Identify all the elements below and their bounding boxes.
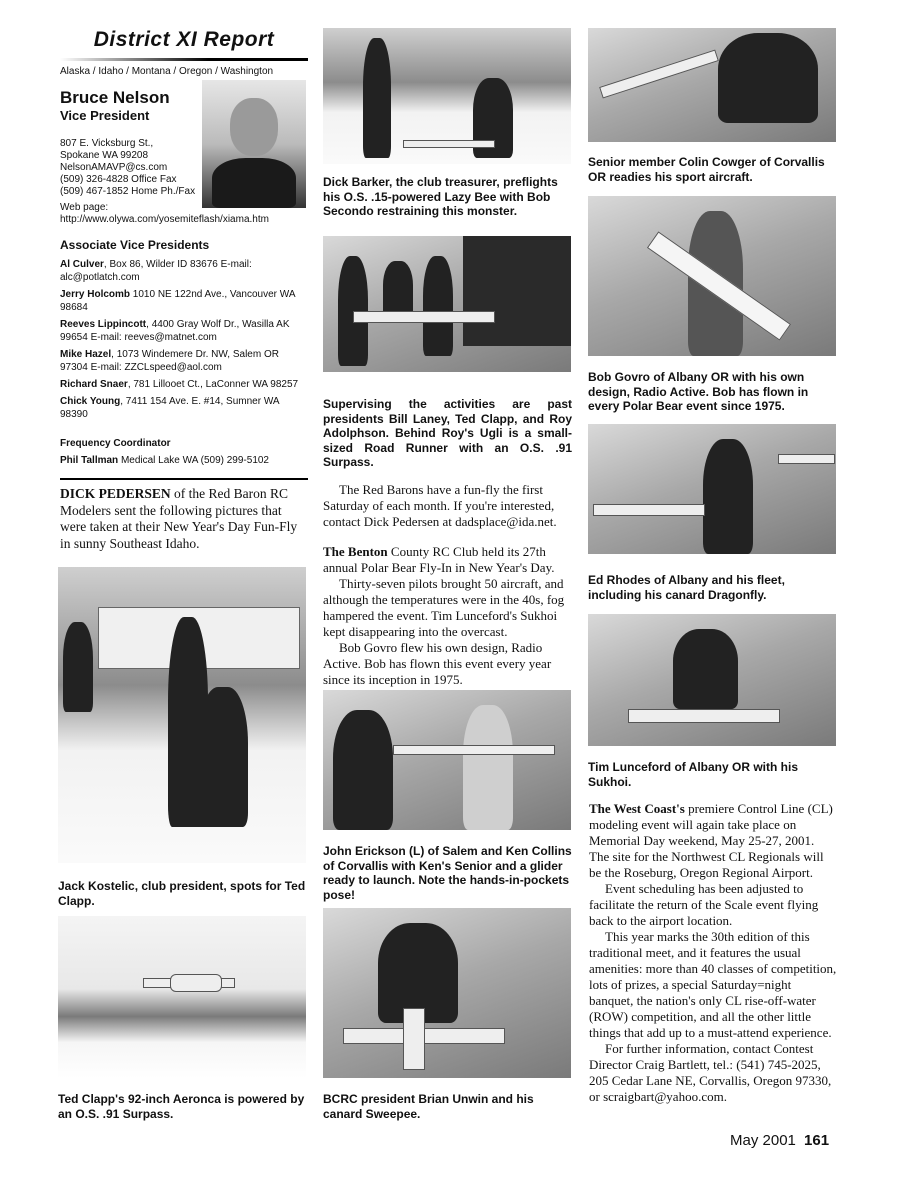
associate-name: Jerry Holcomb — [60, 289, 131, 300]
caption-10: Tim Lunceford of Albany OR with his Sukhoi. — [588, 760, 799, 789]
photo-erickson-collins — [323, 690, 571, 830]
right-paragraph-4: For further information, contact Contest Director Craig Bartlett, tel.: (541) 745-2025, 205 Cedar Lane NE, Corvallis, Oregon 97330, or scraigbart@yahoo.com. — [589, 1041, 832, 1104]
vp-address1: 807 E. Vicksburg St., — [60, 138, 154, 149]
photo-dick-barker — [323, 28, 571, 164]
caption-8: Bob Govro of Albany OR with his own design, Radio Active. Bob has flown in every Polar Bear event since 1975. — [588, 370, 809, 413]
vp-web-url[interactable]: http://www.olywa.com/yosemiteflash/xiama.htm — [60, 214, 269, 225]
associate-details: , 781 Lillooet Ct., LaConner WA 98257 — [127, 379, 299, 390]
mid-paragraph-2-lead: The Benton — [323, 544, 388, 559]
associates-list — [60, 258, 300, 425]
page-footer — [730, 1132, 829, 1149]
mid-paragraph-3: Thirty-seven pilots brought 50 aircraft, and although the temperatures were in the 40s, fog hampered the event. Tim Lunceford's Sukhoi kept disappearing into the overcast. — [323, 576, 565, 639]
intro-text: of the Red Baron RC Modelers sent the following pictures that were taken at their New Year's Day Fun-Fly in sunny Southeast Idaho. — [60, 486, 298, 551]
mid-article — [323, 482, 573, 688]
associate-item — [60, 258, 300, 284]
vp-web-label: Web page: — [60, 202, 109, 213]
vp-phone1: (509) 326-4828 Office Fax — [60, 174, 177, 185]
vp-contact — [60, 138, 202, 198]
frequency-details: Medical Lake WA (509) 299-5102 — [118, 455, 269, 466]
associate-details: , 1073 Windemere Dr. NW, Salem OR 97304 E-mail: ZZCLspeed@aol.com — [60, 349, 279, 373]
caption-2: Ted Clapp's 92-inch Aeronca is powered by an O.S. .91 Surpass. — [58, 1092, 305, 1121]
right-paragraph-1 — [589, 801, 837, 881]
right-paragraph-2: Event scheduling has been adjusted to facilitate the return of the Scale event flying back to the airport location. — [589, 881, 819, 928]
mid-paragraph-4: Bob Govro flew his own design, Radio Active. Bob has flown this event every year since its inception in 1975. — [323, 640, 552, 687]
page-number: 161 — [804, 1132, 830, 1149]
right-article — [589, 801, 837, 1105]
states-line: Alaska / Idaho / Montana / Oregon / Washington — [60, 66, 274, 77]
associate-details: 1010 NE 122nd Ave., Vancouver WA 98684 — [60, 289, 295, 313]
vp-name: Bruce Nelson — [60, 88, 170, 107]
caption-3: Dick Barker, the club treasurer, preflights his O.S. .15-powered Lazy Bee with Bob Secondo restraining this monster. — [323, 175, 558, 218]
associate-name: Reeves Lippincott — [60, 319, 147, 330]
right-paragraph-1-lead: The West Coast's — [589, 801, 685, 816]
vp-phone2: (509) 467-1852 Home Ph./Fax — [60, 186, 196, 197]
photo-brian-unwin — [323, 908, 571, 1078]
photo-ed-rhodes — [588, 424, 836, 554]
frequency-name: Phil Tallman — [60, 455, 119, 466]
caption-5: John Erickson (L) of Salem and Ken Collins of Corvallis with Ken's Senior and a glider ready to launch. Note the hands-in-pockets pose! — [323, 844, 572, 902]
associate-item — [60, 395, 300, 421]
caption-9: Ed Rhodes of Albany and his fleet, including his canard Dragonfly. — [588, 573, 785, 602]
photo-bob-govro — [588, 196, 836, 356]
associates-heading: Associate Vice Presidents — [60, 238, 210, 252]
associate-item — [60, 378, 300, 391]
intro-lead: DICK PEDERSEN — [60, 486, 171, 501]
frequency-coordinator — [60, 455, 269, 466]
caption-7: Senior member Colin Cowger of Corvallis OR readies his sport aircraft. — [588, 155, 825, 184]
associate-item — [60, 288, 300, 314]
associate-name: Mike Hazel — [60, 349, 112, 360]
associate-details: , 7411 154 Ave. E. #14, Sumner WA 98390 — [60, 396, 280, 420]
caption-4: Supervising the activities are past presidents Bill Laney, Ted Clapp, and Roy Adolphson. Behind Roy's Ugli is a small-sized Road Runner with an O.S. .91 Surpass. — [323, 397, 572, 469]
frequency-heading: Frequency Coordinator — [60, 438, 171, 449]
photo-past-presidents — [323, 236, 571, 372]
caption-1: Jack Kostelic, club president, spots for Ted Clapp. — [58, 879, 306, 908]
mid-paragraph-1: The Red Barons have a fun-fly the first Saturday of each month. If you're interested, contact Dick Pedersen at dadsplace@ida.net. — [323, 482, 557, 529]
photo-aeronca — [58, 916, 306, 1078]
vp-address2: Spokane WA 99208 — [60, 150, 149, 161]
sidebar-rule — [60, 478, 308, 480]
associate-details: , Box 86, Wilder ID 83676 E-mail: alc@potlatch.com — [60, 259, 252, 283]
right-paragraph-3: This year marks the 30th edition of this traditional meet, and it features the usual amenities: more than 40 classes of competition, lots of prizes, a special Saturday=night banquet, the nation's only CL rise-off-water (ROW) competition, and all the other little things that add up to a must-attend experience. — [589, 929, 837, 1040]
associate-item — [60, 318, 300, 344]
photo-colin-cowger — [588, 28, 836, 142]
associate-item — [60, 348, 300, 374]
vp-email[interactable]: NelsonAMAVP@cs.com — [60, 162, 168, 173]
title-rule — [60, 58, 308, 61]
associate-name: Al Culver — [60, 259, 104, 270]
mid-paragraph-2-text: County RC Club held its 27th annual Polar Bear Fly-In in New Year's Day. — [323, 544, 555, 575]
vp-role: Vice President — [60, 108, 150, 123]
right-paragraph-1-text: premiere Control Line (CL) modeling event will again take place on Memorial Day weekend, May 25-27, 2001. The site for the Northwest CL Regionals will be the Roseburg, Oregon Regional Airport. — [589, 801, 833, 880]
mid-paragraph-2 — [323, 544, 573, 576]
associate-name: Richard Snaer — [60, 379, 128, 390]
photo-jack-kostelic — [58, 567, 306, 863]
report-title: District XI Report — [93, 28, 275, 51]
caption-6: BCRC president Brian Unwin and his canard Sweepee. — [323, 1092, 534, 1121]
photo-tim-lunceford — [588, 614, 836, 746]
issue-date: May 2001 — [730, 1132, 796, 1149]
vp-portrait-photo — [202, 80, 306, 208]
associate-details: , 4400 Gray Wolf Dr., Wasilla AK 99654 E-mail: reeves@matnet.com — [60, 319, 290, 343]
intro-paragraph — [60, 486, 302, 552]
associate-name: Chick Young — [60, 396, 121, 407]
